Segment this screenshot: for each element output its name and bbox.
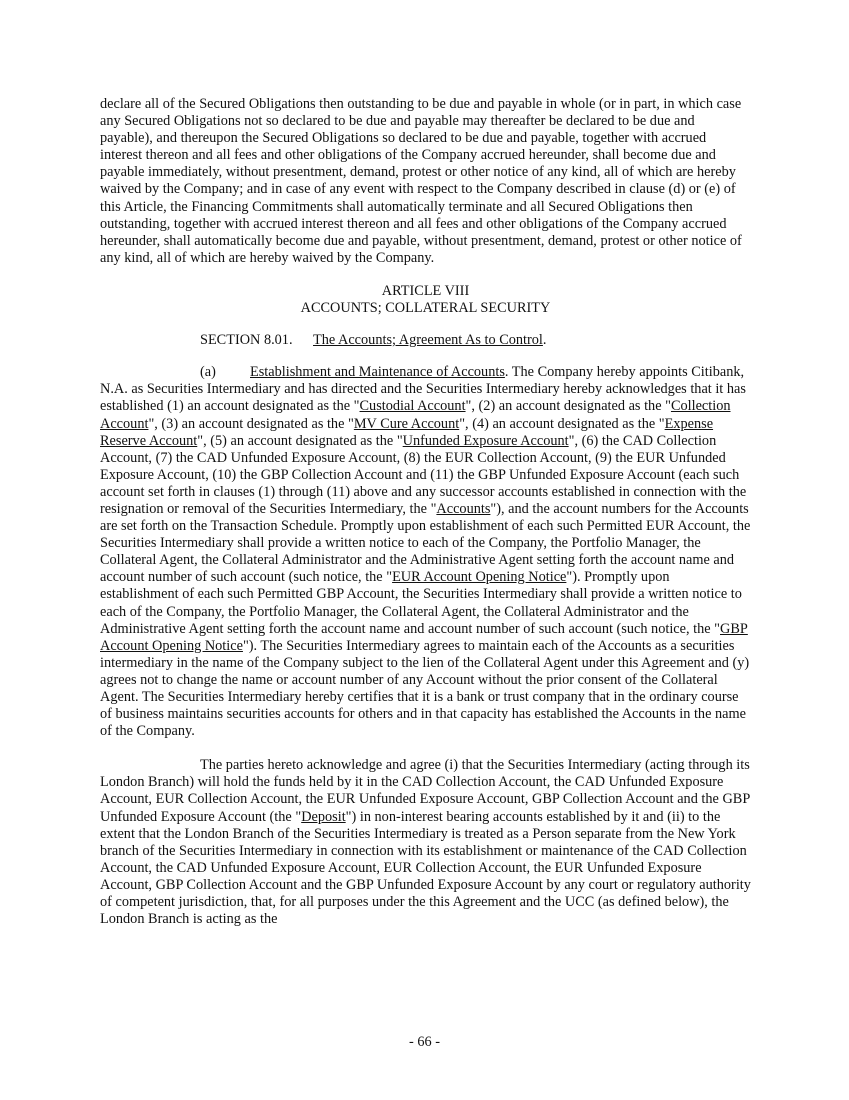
defined-term: Deposit — [301, 808, 346, 825]
text-segment: "). Promptly upon establishment of each such Permitted GBP Account, the Securities Intermediary shall provide a written notice to each of the Company, the Portfolio Manager, the Collateral Agent, the Collateral Administrator and the Administrative Agent setting forth the account name and account number of such account (such notice, the " — [100, 569, 742, 637]
section-title: The Accounts; Agreement As to Control — [313, 332, 543, 349]
text-segment: ", (5) an account designated as the " — [197, 432, 403, 449]
defined-term: Custodial Account — [359, 398, 466, 415]
defined-term: GBP Account Opening Notice — [100, 620, 748, 654]
subsection-title: Establishment and Maintenance of Accounts — [250, 364, 505, 381]
article-title: ACCOUNTS; COLLATERAL SECURITY — [300, 300, 551, 317]
defined-term: Unfunded Exposure Account — [402, 432, 569, 449]
subsection-label: (a) — [200, 364, 216, 381]
page-number: - 66 - — [409, 1034, 440, 1050]
text-segment: . The Company hereby appoints Citibank, N.A. as Securities Intermediary and has directed and the Securities Intermediary hereby acknowledges that it has established (1) an account designated as the " — [100, 364, 746, 415]
acknowledgement-paragraph — [100, 757, 751, 928]
text-segment: The parties hereto acknowledge and agree (i) that the Securities Intermediary (acting through its London Branch) will hold the funds held by it in the CAD Collection Account, the CAD Unfunded Exposure Account, EUR Collection Account, the EUR Unfunded Exposure Account, GBP Collection Account and the GBP Unfunded Exposure Account (the " — [100, 757, 750, 825]
defined-term: Collection Account — [100, 398, 731, 432]
defined-term: Expense Reserve Account — [100, 415, 714, 449]
intro-paragraph: declare all of the Secured Obligations then outstanding to be due and payable in whole (or in part, in which case any Secured Obligations not so declared to be due and payable may thereafter be declared to be due and payable), and thereupon the Secured Obligations so declared to be due and payable, together with accrued interest thereon and all fees and other obligations of the Company accrued hereunder, shall become due and payable immediately, without presentment, demand, protest or other notice of any kind, all of which are hereby waived by the Company; and in case of any event with respect to the Company described in clause (d) or (e) of this Article, the Financing Commitments shall automatically terminate and all Secured Obligations then outstanding, together with accrued interest thereon and all fees and other obligations of the Company accrued hereunder, shall automatically become due and payable, without presentment, demand, protest or other notice of any kind, all of which are hereby waived by the Company. — [100, 96, 742, 266]
section-title-period: . — [542, 332, 547, 349]
text-segment: ") in non-interest bearing accounts established by it and (ii) to the extent that the London Branch of the Securities Intermediary is treated as a Person separate from the New York branch of the Securities Intermediary in connection with its establishment or maintenance of the CAD Collection Account, the CAD Unfunded Exposure Account, EUR Collection Account, the EUR Unfunded Exposure Account, GBP Collection Account and the GBP Unfunded Exposure Account by any court or regulatory authority of competent jurisdiction, that, for all purposes under the this Agreement and the UCC (as defined below), the London Branch is acting as the — [100, 808, 751, 928]
text-segment: ", (3) an account designated as the " — [148, 415, 354, 432]
text-segment: "), and the account numbers for the Accounts are set forth on the Transaction Schedule. Promptly upon establishment of each such Permitted EUR Account, the Securities Intermediary shall provide a written notice to each of the Company, the Portfolio Manager, the Collateral Agent, the Collateral Administrator and the Administrative Agent setting forth the account name and account number of such account (such notice, the " — [100, 500, 751, 586]
text-segment: ", (2) an account designated as the " — [465, 398, 671, 415]
subsection-a-paragraph — [100, 364, 751, 740]
defined-term: MV Cure Account — [353, 415, 460, 432]
section-heading — [100, 332, 751, 349]
article-number: ARTICLE VIII — [381, 282, 470, 299]
defined-term: EUR Account Opening Notice — [392, 569, 567, 586]
section-number: SECTION 8.01. — [200, 332, 293, 349]
document-page — [100, 96, 751, 928]
text-segment: ", (6) the CAD Collection Account, (7) the CAD Unfunded Exposure Account, (8) the EUR Collection Account, (9) the EUR Unfunded Exposure Account, (10) the GBP Collection Account and (11) the GBP Unfunded Exposure Account (each such account set forth in clauses (1) through (11) above and any successor accounts established in connection with the resignation or removal of the Securities Intermediary, the " — [100, 432, 747, 517]
defined-term: Accounts — [436, 500, 491, 517]
text-segment: ", (4) an account designated as the " — [459, 415, 665, 432]
text-segment: "). The Securities Intermediary agrees to maintain each of the Accounts as a securities intermediary in the name of the Company subject to the lien of the Collateral Agent under this Agreement and (y) agrees not to change the name or account number of any Account without the prior consent of the Collateral Agent. The Securities Intermediary hereby certifies that it is a bank or trust company that in the ordinary course of business maintains securities accounts for others and in that capacity has established the Accounts in the name of the Company. — [100, 637, 750, 740]
